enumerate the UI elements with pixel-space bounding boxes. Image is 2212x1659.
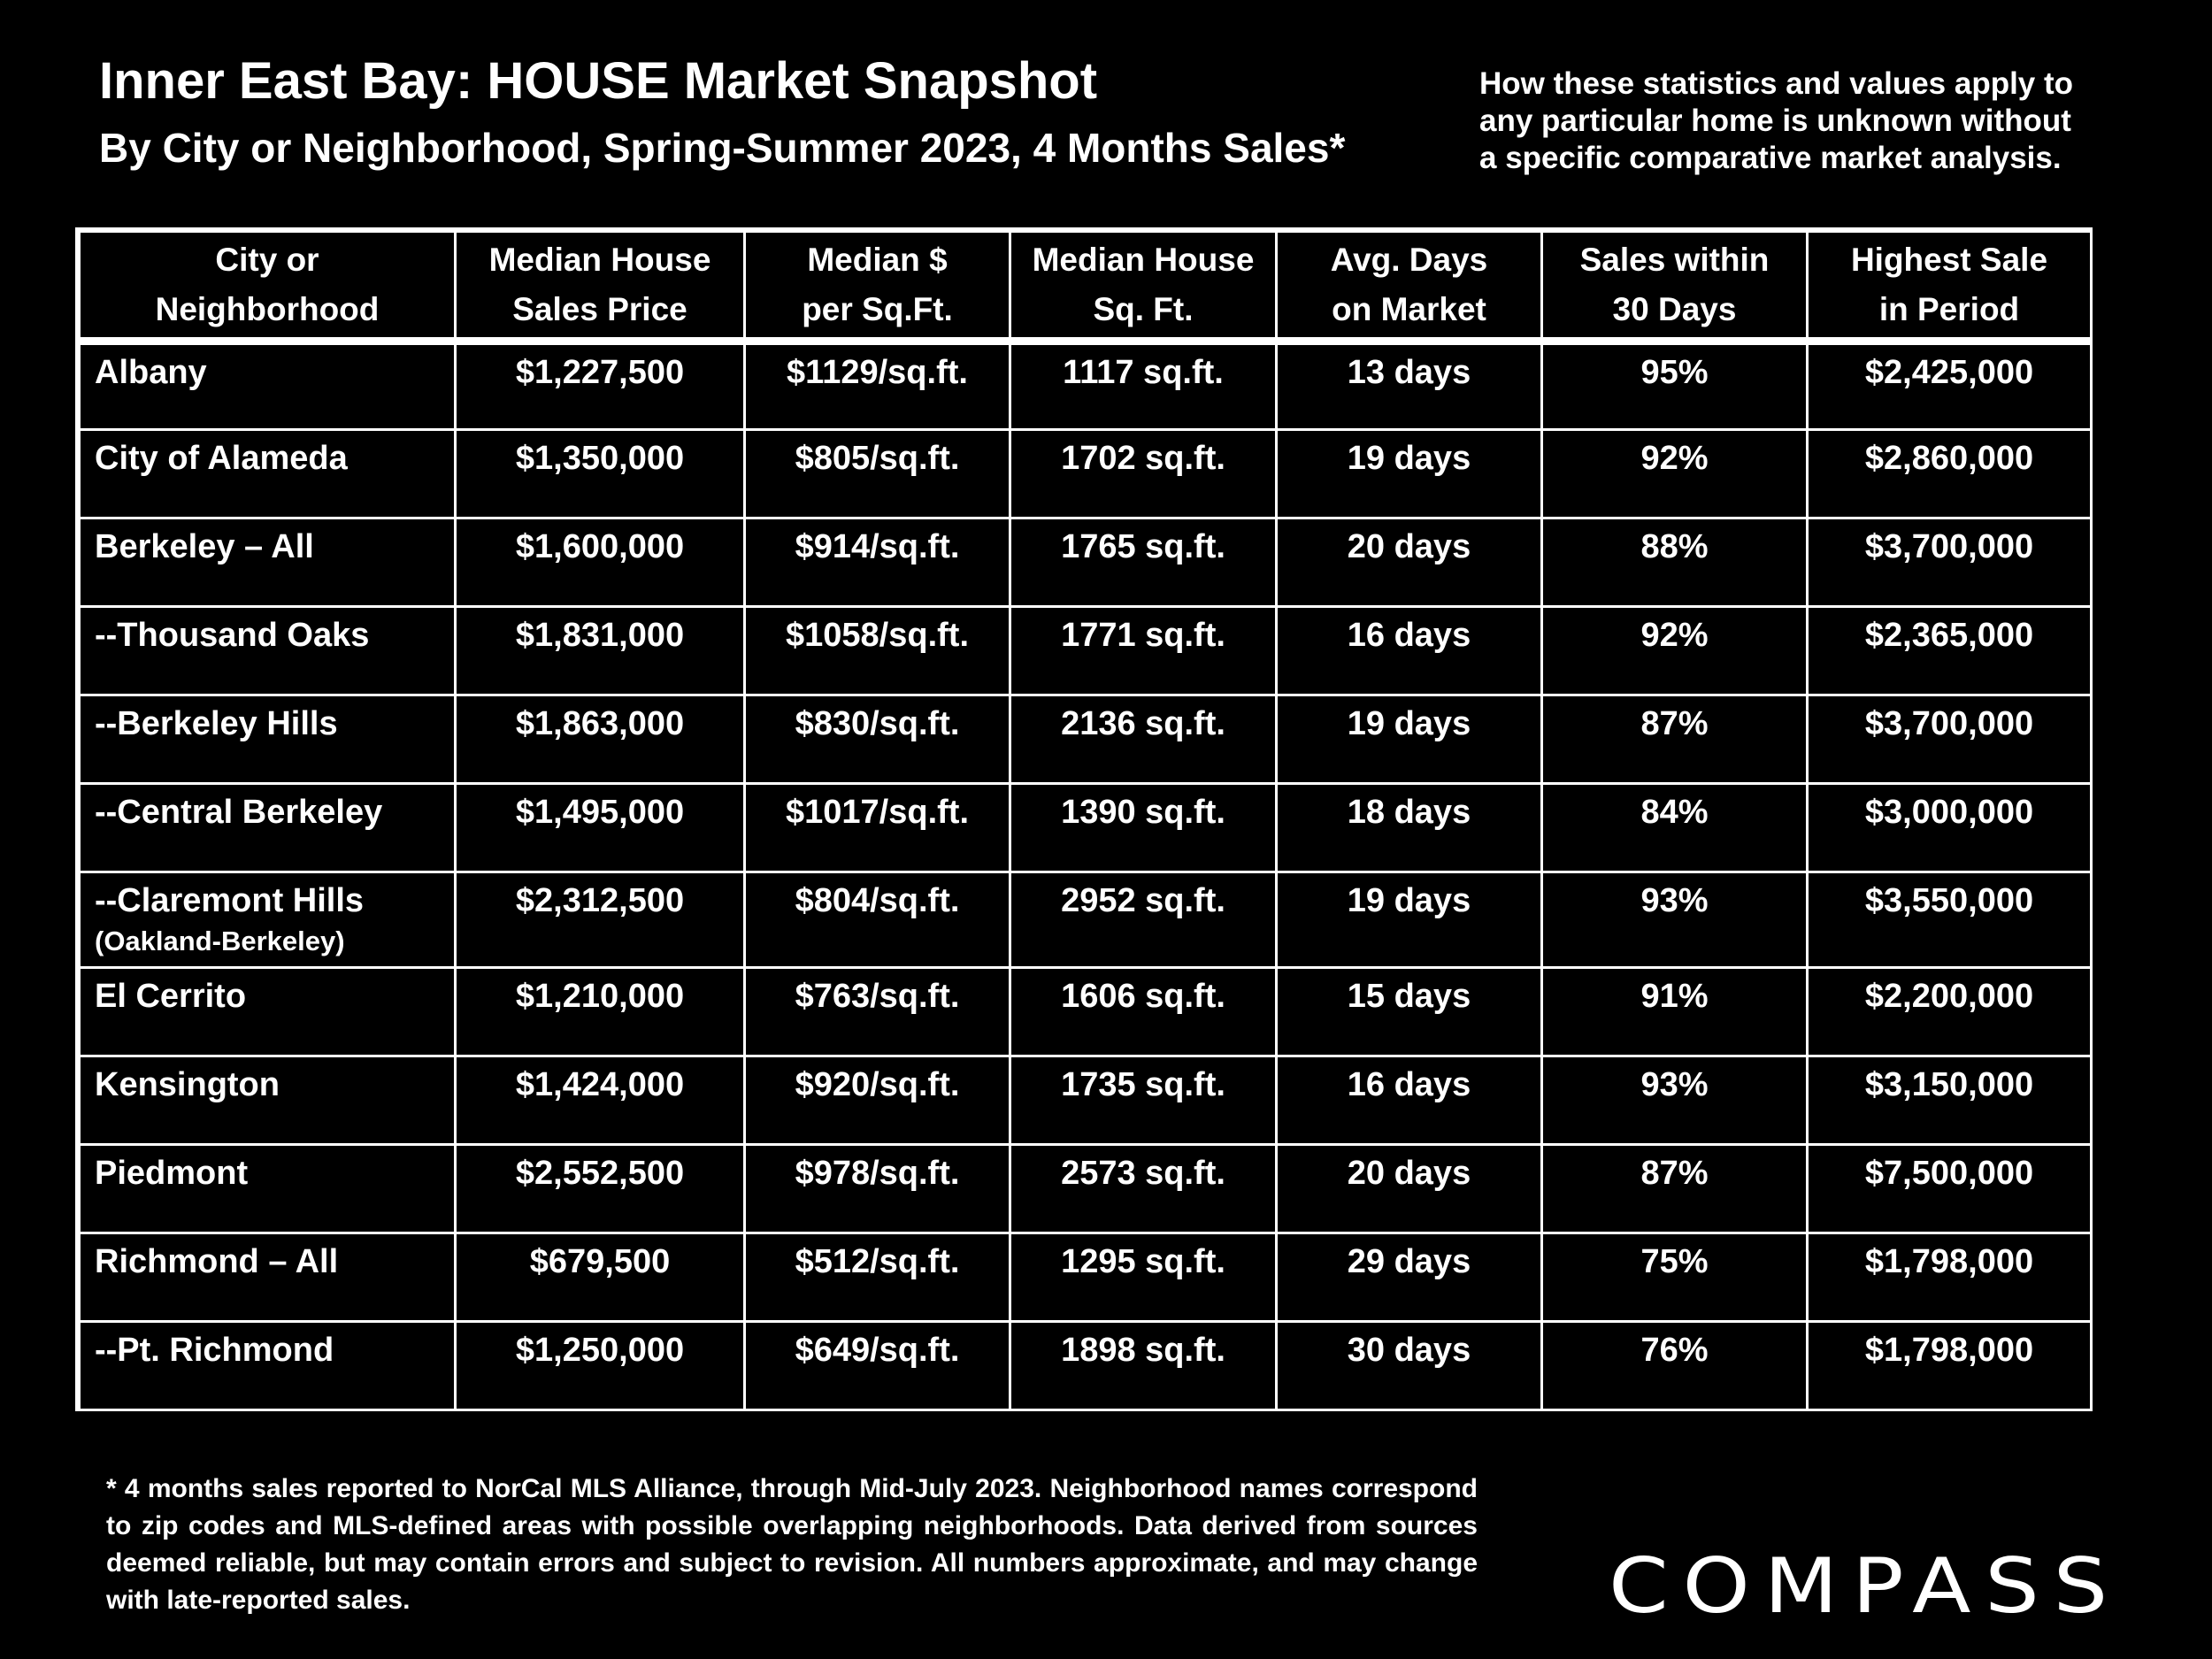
table-cell: 1702 sq.ft. bbox=[1010, 430, 1277, 518]
table-cell: 93% bbox=[1542, 1056, 1808, 1145]
column-header bbox=[456, 232, 745, 342]
row-name-cell bbox=[80, 695, 456, 784]
row-name: Piedmont bbox=[95, 1155, 249, 1192]
table-cell: $3,700,000 bbox=[1808, 695, 2092, 784]
row-name-cell bbox=[80, 1145, 456, 1233]
row-name-cell bbox=[80, 430, 456, 518]
table-cell: 76% bbox=[1542, 1322, 1808, 1410]
table-cell: $2,552,500 bbox=[456, 1145, 745, 1233]
table-cell: 1765 sq.ft. bbox=[1010, 518, 1277, 607]
column-header-line: on Market bbox=[1332, 291, 1486, 327]
table-cell: $1,424,000 bbox=[456, 1056, 745, 1145]
table-cell: $804/sq.ft. bbox=[745, 872, 1010, 968]
table-cell: 29 days bbox=[1277, 1233, 1542, 1322]
row-name: --Claremont Hills bbox=[95, 882, 365, 919]
table-row bbox=[80, 430, 2092, 518]
row-name-cell bbox=[80, 1322, 456, 1410]
table-cell: $1,210,000 bbox=[456, 968, 745, 1056]
table-cell: $2,365,000 bbox=[1808, 607, 2092, 695]
table-row bbox=[80, 607, 2092, 695]
table-cell: 19 days bbox=[1277, 872, 1542, 968]
row-name-cell bbox=[80, 607, 456, 695]
table-cell: $3,700,000 bbox=[1808, 518, 2092, 607]
column-header-line: Median House bbox=[1032, 242, 1255, 278]
table-cell: $830/sq.ft. bbox=[745, 695, 1010, 784]
table-row bbox=[80, 1145, 2092, 1233]
table-cell: $3,000,000 bbox=[1808, 784, 2092, 872]
column-header-line: Sales Price bbox=[512, 291, 687, 327]
row-name-cell bbox=[80, 342, 456, 430]
row-name-cell bbox=[80, 784, 456, 872]
table-cell: $679,500 bbox=[456, 1233, 745, 1322]
table-cell: $2,312,500 bbox=[456, 872, 745, 968]
column-header-line: Sales within bbox=[1579, 242, 1770, 278]
row-name-cell bbox=[80, 872, 456, 968]
table-cell: 1898 sq.ft. bbox=[1010, 1322, 1277, 1410]
table-row bbox=[80, 968, 2092, 1056]
column-header-line: Avg. Days bbox=[1330, 242, 1488, 278]
table-row bbox=[80, 1056, 2092, 1145]
table-cell: $1129/sq.ft. bbox=[745, 342, 1010, 430]
row-name: --Berkeley Hills bbox=[95, 705, 338, 742]
table-row bbox=[80, 695, 2092, 784]
disclaimer-line: How these statistics and values apply to bbox=[1479, 66, 2074, 101]
compass-logo-text: COMPASS bbox=[1609, 1547, 2122, 1626]
table-cell: $2,200,000 bbox=[1808, 968, 2092, 1056]
table-cell: $512/sq.ft. bbox=[745, 1233, 1010, 1322]
table-cell: $1,798,000 bbox=[1808, 1322, 2092, 1410]
table-cell: $3,150,000 bbox=[1808, 1056, 2092, 1145]
column-header bbox=[1010, 232, 1277, 342]
table-cell: $1,798,000 bbox=[1808, 1233, 2092, 1322]
compass-logo bbox=[1609, 1547, 2139, 1639]
table-cell: $3,550,000 bbox=[1808, 872, 2092, 968]
table-cell: 13 days bbox=[1277, 342, 1542, 430]
column-header bbox=[1808, 232, 2092, 342]
page-title: Inner East Bay: HOUSE Market Snapshot bbox=[99, 52, 1098, 110]
footnote: * 4 months sales reported to NorCal MLS Alliance, through Mid-July 2023. Neighborhood names correspond to zip codes and MLS-defined areas with possible overlapping neighborhoods. Data derived from sources deemed reliable, but may contain errors and subject to revision. All numbers approximate, and may change with late-reported sales. bbox=[106, 1474, 1478, 1615]
table-row bbox=[80, 784, 2092, 872]
table-cell: $7,500,000 bbox=[1808, 1145, 2092, 1233]
table-cell: $649/sq.ft. bbox=[745, 1322, 1010, 1410]
column-header-line: in Period bbox=[1878, 291, 2020, 327]
row-name: City of Alameda bbox=[95, 440, 348, 477]
row-name-cell bbox=[80, 1056, 456, 1145]
row-name: --Pt. Richmond bbox=[95, 1332, 334, 1369]
column-header-line: 30 Days bbox=[1612, 291, 1737, 327]
table-cell: 15 days bbox=[1277, 968, 1542, 1056]
table-cell: 1390 sq.ft. bbox=[1010, 784, 1277, 872]
row-name: El Cerrito bbox=[95, 978, 247, 1015]
column-header-line: Median $ bbox=[807, 242, 948, 278]
row-name: Albany bbox=[95, 354, 207, 391]
table-cell: $1,227,500 bbox=[456, 342, 745, 430]
table-cell: 88% bbox=[1542, 518, 1808, 607]
table-cell: $978/sq.ft. bbox=[745, 1145, 1010, 1233]
table-cell: 93% bbox=[1542, 872, 1808, 968]
table-cell: 91% bbox=[1542, 968, 1808, 1056]
table-cell: 1295 sq.ft. bbox=[1010, 1233, 1277, 1322]
table-row bbox=[80, 342, 2092, 430]
table-cell: $763/sq.ft. bbox=[745, 968, 1010, 1056]
table-cell: $1017/sq.ft. bbox=[745, 784, 1010, 872]
table-cell: 2136 sq.ft. bbox=[1010, 695, 1277, 784]
table-cell: 1606 sq.ft. bbox=[1010, 968, 1277, 1056]
table-cell: $1,863,000 bbox=[456, 695, 745, 784]
market-snapshot-table bbox=[75, 227, 2093, 1411]
table-row bbox=[80, 518, 2092, 607]
column-header-line: per Sq.Ft. bbox=[802, 291, 953, 327]
table-cell: 84% bbox=[1542, 784, 1808, 872]
compass-logo-mark bbox=[1609, 1547, 2139, 1626]
table-cell: 30 days bbox=[1277, 1322, 1542, 1410]
table-cell: 1771 sq.ft. bbox=[1010, 607, 1277, 695]
table-cell: $1,350,000 bbox=[456, 430, 745, 518]
table-cell: $1,831,000 bbox=[456, 607, 745, 695]
row-name: Kensington bbox=[95, 1066, 280, 1103]
table-row bbox=[80, 1322, 2092, 1410]
table-header-row bbox=[80, 232, 2092, 342]
table-cell: $1,495,000 bbox=[456, 784, 745, 872]
table-cell: 95% bbox=[1542, 342, 1808, 430]
table-cell: $805/sq.ft. bbox=[745, 430, 1010, 518]
table-cell: $2,860,000 bbox=[1808, 430, 2092, 518]
table-body bbox=[80, 342, 2092, 1410]
table-cell: 18 days bbox=[1277, 784, 1542, 872]
table-cell: $914/sq.ft. bbox=[745, 518, 1010, 607]
disclaimer-line: a specific comparative market analysis. bbox=[1479, 141, 2062, 175]
table-cell: $920/sq.ft. bbox=[745, 1056, 1010, 1145]
column-header-line: Sq. Ft. bbox=[1093, 291, 1194, 327]
row-name-cell bbox=[80, 1233, 456, 1322]
column-header bbox=[1277, 232, 1542, 342]
column-header-line: Highest Sale bbox=[1850, 242, 2048, 278]
row-name-cell bbox=[80, 968, 456, 1056]
table-cell: 16 days bbox=[1277, 607, 1542, 695]
table-cell: 92% bbox=[1542, 607, 1808, 695]
table-cell: 20 days bbox=[1277, 518, 1542, 607]
table-cell: $1058/sq.ft. bbox=[745, 607, 1010, 695]
column-header-line: Neighborhood bbox=[155, 291, 380, 327]
table-cell: $2,425,000 bbox=[1808, 342, 2092, 430]
column-header bbox=[80, 232, 456, 342]
column-header bbox=[1542, 232, 1808, 342]
column-header bbox=[745, 232, 1010, 342]
table-row bbox=[80, 1233, 2092, 1322]
table-cell: 87% bbox=[1542, 695, 1808, 784]
table-cell: 19 days bbox=[1277, 695, 1542, 784]
table-cell: 2952 sq.ft. bbox=[1010, 872, 1277, 968]
row-name: --Central Berkeley bbox=[95, 794, 383, 831]
row-name-subtitle: (Oakland-Berkeley) bbox=[95, 926, 345, 956]
table-cell: 1735 sq.ft. bbox=[1010, 1056, 1277, 1145]
column-header-line: Median House bbox=[488, 242, 711, 278]
table-cell: 87% bbox=[1542, 1145, 1808, 1233]
column-header-line: City or bbox=[215, 242, 319, 278]
table-cell: 16 days bbox=[1277, 1056, 1542, 1145]
table-row bbox=[80, 872, 2092, 968]
row-name: Berkeley – All bbox=[95, 528, 314, 565]
disclaimer-note bbox=[1479, 65, 2116, 177]
disclaimer-line: any particular home is unknown without bbox=[1479, 104, 2071, 138]
row-name: Richmond – All bbox=[95, 1243, 339, 1280]
table-cell: 92% bbox=[1542, 430, 1808, 518]
row-name-cell bbox=[80, 518, 456, 607]
table-cell: 19 days bbox=[1277, 430, 1542, 518]
table-cell: $1,600,000 bbox=[456, 518, 745, 607]
page-subtitle: By City or Neighborhood, Spring-Summer 2023, 4 Months Sales* bbox=[99, 125, 1346, 171]
row-name: --Thousand Oaks bbox=[95, 617, 370, 654]
table-cell: $1,250,000 bbox=[456, 1322, 745, 1410]
table-cell: 20 days bbox=[1277, 1145, 1542, 1233]
table-cell: 2573 sq.ft. bbox=[1010, 1145, 1277, 1233]
table-cell: 75% bbox=[1542, 1233, 1808, 1322]
table-cell: 1117 sq.ft. bbox=[1010, 342, 1277, 430]
